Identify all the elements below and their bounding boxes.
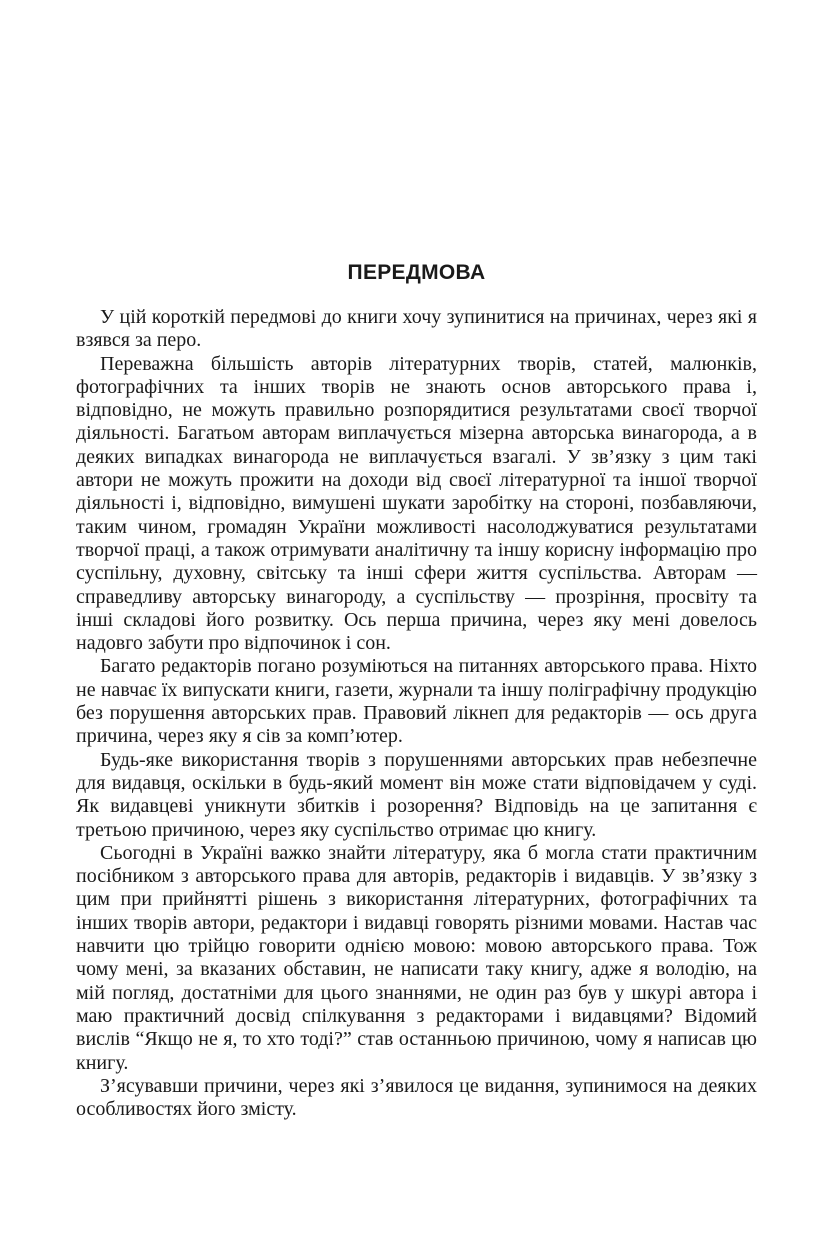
body-text (76, 306, 757, 1121)
page-title: ПЕРЕДМОВА (347, 261, 486, 284)
paragraph: Сьогодні в Україні важко знайти літературу, яка б могла стати практичним посібником з авторського права для авторів, редакторів і видавців. У зв’язку з цим при прийнятті рішень з використання літературних, фотографічних та інших творів автори, редактори і видавці говорять різними мовами. Настав час навчити цю трійцю говорити однією мовою: мовою авторського права. Тож чому мені, за вказаних обставин, не написати таку книгу, адже я володію, на мій погляд, достатніми для цього знаннями, не один раз був у шкурі автора і маю практичний досвід спілкування з редакторами і видавцями? Відомий вислів “Якщо не я, то хто тоді?” став останньою причиною, чому я написав цю книгу. (76, 841, 757, 1074)
paragraph: Багато редакторів погано розуміються на питаннях авторського права. Ніхто не навчає їх випускати книги, газети, журнали та іншу поліграфічну продукцію без порушення авторських прав. Правовий лікнеп для редакторів — ось друга причина, через яку я сів за комп’ютер. (76, 655, 757, 748)
paragraph: З’ясувавши причини, через які з’явилося це видання, зупинимося на деяких особливостях його змісту. (76, 1074, 757, 1121)
paragraph: У цій короткій передмові до книги хочу зупинитися на причинах, через які я взявся за перо. (76, 306, 757, 352)
paragraph: Будь-яке використання творів з порушеннями авторських прав небезпечне для видавця, оскільки в будь-який момент він може стати відповідачем у суді. Як видавцеві уникнути збитків і розорення? Відповідь на це запитання є третьою причиною, через яку суспільство отримає цю книгу. (76, 748, 757, 841)
paragraph: Переважна більшість авторів літературних творів, статей, малюнків, фотографічних та інших творів не знають основ авторського права і, відповідно, не можуть правильно розпорядитися результатами своєї творчої діяльності. Багатьом авторам виплачується мізерна авторська винагорода, а в деяких випадках винагорода не виплачується взагалі. У зв’язку з цим такі автори не можуть прожити на доходи від своєї літературної та іншої творчої діяльності і, відповідно, вимушені шукати заробітку на стороні, позбавляючи, таким чином, громадян України можливості насолоджуватися результатами творчої праці, а також отримувати аналітичну та іншу корисну інформацію про суспільну, духовну, світську та інші сфери життя суспільства. Авторам — справедливу авторську винагороду, а суспільству — прозріння, просвіту та інші складові його розвитку. Ось перша причина, через яку мені довелось надовго забути про відпочинок і сон. (76, 352, 757, 655)
